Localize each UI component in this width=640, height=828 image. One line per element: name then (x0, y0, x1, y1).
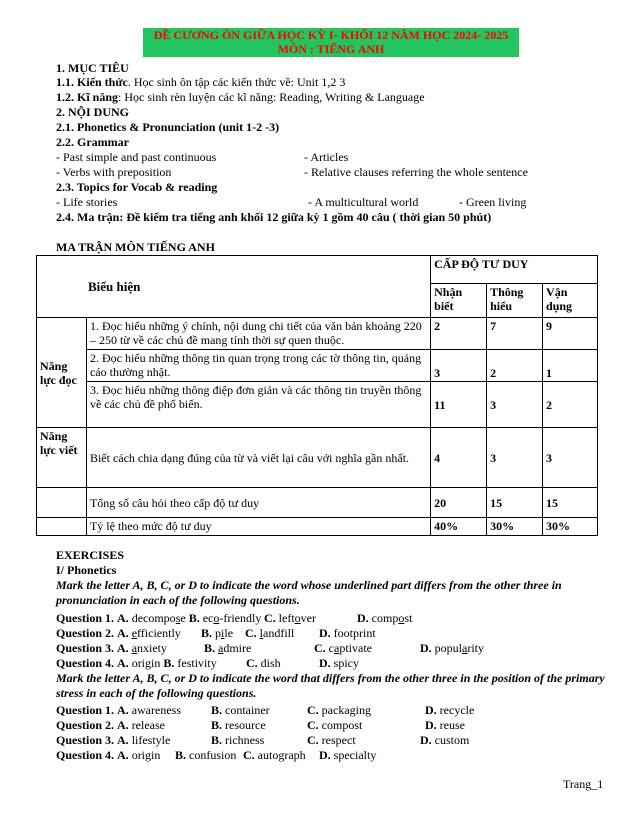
topic-item: - Green living (459, 195, 527, 209)
question-row: Question 4. A. origin B. festivity (56, 656, 217, 670)
instruction-stress: Mark the letter A, B, C, or D to indicate the word that differs from the other three in the position of the primary stress in each of the following questions. (56, 671, 605, 700)
ratio-label: Tỷ lệ theo mức độ tư duy (86, 518, 430, 536)
section-1-1-text: . Học sinh ôn tập các kiến thức về: Unit 1,2 3 (127, 75, 346, 89)
question-option: B. richness (211, 733, 265, 747)
question-option: D. specialty (319, 748, 377, 762)
section-2-3: 2.3. Topics for Vocab & reading (56, 180, 218, 194)
cell-value: 2 (487, 350, 543, 382)
question-option: C. respect (307, 733, 356, 747)
section-1-1-label: 1.1. Kiến thức (56, 75, 128, 89)
section-1-heading: 1. MỤC TIÊU (56, 61, 129, 75)
cell-value: 11 (431, 382, 487, 428)
question-row: Question 4. A. origin (56, 748, 161, 762)
cell-value: 9 (543, 318, 598, 350)
header-nhan-biet: Nhận biết (431, 284, 487, 318)
grammar-item: - Articles (304, 150, 349, 164)
question-row: Question 1. A. decompose B. eco-friendly (56, 611, 262, 625)
section-2-1: 2.1. Phonetics & Pronunciation (unit 1-2 -3) (56, 120, 280, 134)
header-cap-do: CẤP ĐỘ TƯ DUY (431, 256, 598, 284)
ratio-value: 30% (487, 518, 543, 536)
row-desc: Biết cách chia dạng đúng của từ và viết lại câu với nghĩa gần nhất. (86, 428, 430, 488)
document-title: ĐỀ CƯƠNG ÔN GIỮA HỌC KỲ I- KHỐI 12 NĂM HỌC 2024- 2025 (153, 28, 509, 42)
question-option: D. compost (357, 611, 413, 625)
nang-luc-doc: Năng lực đọc (37, 318, 87, 428)
total-value: 20 (431, 488, 487, 518)
grammar-item: - Past simple and past continuous (56, 150, 217, 164)
section-2-4: 2.4. Ma trận: Đề kiểm tra tiếng anh khối 12 giữa kỳ 1 gồm 40 câu ( thời gian 50 phút) (56, 210, 492, 224)
question-option: D. custom (420, 733, 470, 747)
header-bieu-hien: Biểu hiện (37, 256, 431, 318)
question-option: D. spicy (319, 656, 360, 670)
matrix-title: MA TRẬN MÔN TIẾNG ANH (56, 240, 215, 254)
question-option: D. recycle (425, 703, 475, 717)
question-option: B. confusion (175, 748, 237, 762)
question-option: D. popularity (420, 641, 485, 655)
question-option: D. reuse (425, 718, 465, 732)
question-option: C. compost (307, 718, 363, 732)
question-option: C. captivate (314, 641, 372, 655)
exercises-heading: EXERCISES (56, 548, 125, 562)
section-2-heading: 2. NỘI DUNG (56, 105, 130, 119)
question-option: D. footprint (319, 626, 376, 640)
question-row: Question 2. A. efficiently (56, 626, 181, 640)
total-label: Tổng số câu hỏi theo cấp độ tư duy (86, 488, 430, 518)
instruction-pronunciation: Mark the letter A, B, C, or D to indicate the word whose underlined part differs from the other three in pronunciation in each of the following questions. (56, 578, 562, 607)
cell-value: 7 (487, 318, 543, 350)
cell-value: 3 (487, 428, 543, 488)
cell-value: 3 (487, 382, 543, 428)
question-row: Question 2. A. release (56, 718, 165, 732)
empty-cell (37, 488, 87, 518)
question-option: C. dish (246, 656, 281, 670)
phonetics-heading: I/ Phonetics (56, 563, 117, 577)
question-option: C. landfill (245, 626, 295, 640)
document-header (143, 28, 519, 57)
topic-item: - A multicultural world (308, 195, 419, 209)
question-option: B. container (211, 703, 270, 717)
ratio-value: 40% (431, 518, 487, 536)
row-desc: 2. Đọc hiểu những thông tin quan trọng trong các tờ thông tin, quảng cáo thường nhật. (86, 350, 430, 382)
question-row: Question 3. A. anxiety (56, 641, 168, 655)
matrix-table (36, 255, 598, 536)
row-desc: 3. Đọc hiểu những thông điệp đơn giản và các thông tin truyền thông về các chủ đề phổ biến. (86, 382, 430, 428)
cell-value: 2 (543, 382, 598, 428)
cell-value: 3 (543, 428, 598, 488)
document-subtitle: MÔN : TIẾNG ANH (277, 42, 385, 56)
grammar-item: - Verbs with preposition (56, 165, 172, 179)
question-option: B. resource (211, 718, 266, 732)
header-thong-hieu: Thông hiểu (487, 284, 543, 318)
section-1-2 (56, 90, 425, 104)
section-1-1 (56, 75, 345, 89)
question-row: Question 3. A. lifestyle (56, 733, 171, 747)
ratio-value: 30% (543, 518, 598, 536)
cell-value: 1 (543, 350, 598, 382)
row-desc: 1. Đọc hiểu những ý chính, nội dung chi tiết của văn bản khoảng 220 – 250 từ về các chủ đề mang tính thời sự quen thuộc. (86, 318, 430, 350)
page-number: Trang_1 (563, 777, 604, 791)
nang-luc-viet: Năng lực viết (37, 428, 87, 488)
cell-value: 4 (431, 428, 487, 488)
question-option: B. admire (204, 641, 252, 655)
question-option: C. autograph (243, 748, 306, 762)
cell-value: 2 (431, 318, 487, 350)
cell-value: 3 (431, 350, 487, 382)
total-value: 15 (543, 488, 598, 518)
question-option: B. pile (201, 626, 234, 640)
topic-item: - Life stories (56, 195, 118, 209)
section-2-2: 2.2. Grammar (56, 135, 129, 149)
question-option: C. packaging (307, 703, 371, 717)
section-1-2-text: : Học sinh rèn luyện các kĩ năng: Reading, Writing & Language (118, 90, 425, 104)
header-van-dung: Vận dụng (543, 284, 598, 318)
empty-cell (37, 518, 87, 536)
question-option: C. leftover (264, 611, 316, 625)
total-value: 15 (487, 488, 543, 518)
question-row: Question 1. A. awareness (56, 703, 181, 717)
section-1-2-label: 1.2. Kĩ năng (56, 90, 119, 104)
grammar-item: - Relative clauses referring the whole sentence (304, 165, 528, 179)
